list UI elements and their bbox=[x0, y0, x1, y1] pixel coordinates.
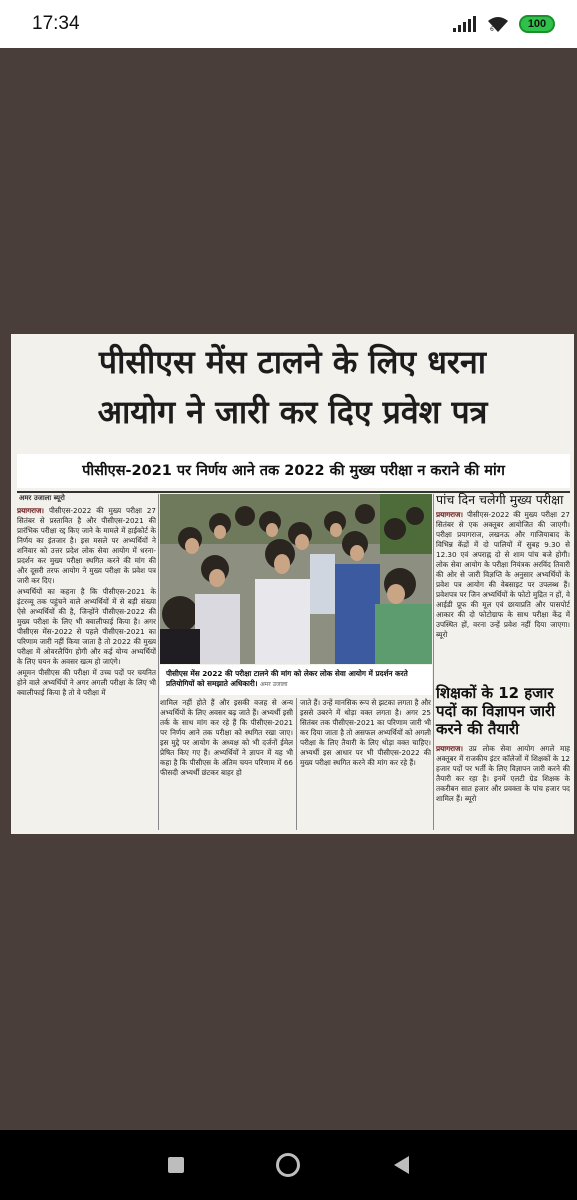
paragraph: पीसीएस-2022 की मुख्य परीक्षा 27 सितंबर से प्रस्तावित है और पीसीएस-2021 की प्रारंभिक परीक्षा रद्द किए जाने के मामले में हाईकोर्ट के निर्णय का इंतजार है। इस मसले पर अभ्यर्थियों ने शनिवार को उत्तर प्रदेश लोक सेवा आयोग में धरना-प्रदर्शन कर मुख्य परीक्षा स्थगित करने की मांग की और दूसरी तरफ आयोग ने मुख्य परीक्षा के प्रवेश पत्र जारी कर दिए। bbox=[17, 506, 156, 585]
recents-button[interactable] bbox=[156, 1145, 196, 1185]
article-column-2 bbox=[160, 698, 293, 831]
caption-text: पीसीएस मेंस 2022 की परीक्षा टालने की मांग को लेकर लोक सेवा आयोग में प्रदर्शन करते प्रतियोगियों को समझाते अधिकारी। bbox=[166, 669, 408, 688]
wifi-icon bbox=[487, 16, 509, 33]
home-button[interactable] bbox=[268, 1145, 308, 1185]
photo-credit: अमर उजाला bbox=[260, 681, 288, 688]
headline-line-2: आयोग ने जारी कर दिए प्रवेश पत्र bbox=[97, 393, 488, 431]
protest-photo bbox=[160, 494, 432, 664]
side-story-1 bbox=[436, 510, 570, 680]
dateline: प्रयागराज। bbox=[436, 744, 464, 753]
paragraph: शामिल नहीं होते हैं और इसकी वजह से अन्य अभ्यर्थियों के लिए अवसर बढ़ जाते हैं। अभ्यर्थी इसी तर्क के साथ मांग कर रहे हैं कि पीसीएस-2021 पर निर्णय आने तक परीक्षा को स्थगित रखा जाए। इस मुद्दे पर आयोग के अध्यक्ष को भी दर्जनों ईमेल प्रेषित किए गए हैं। अभ्यर्थियों ने ज्ञापन में यह भी कहा है कि पीसीएस के अंतिम चयन परिणाम में 66 फीसदी अभ्यर्थी छंटकर बाहर हो bbox=[160, 698, 293, 777]
paragraph: अभ्यर्थियों का कहना है कि पीसीएस-2021 के इंटरव्यू तक पहुंचने वाले अभ्यर्थियों में से बड़ी संख्या ऐसे अभ्यर्थियों की है, जिन्होंने पीसीएस-2022 की मुख्य परीक्षा के लिए भी क्वालीफाई किया है। अगर पीसीएस मेंस-2022 से पहले पीसीएस-2021 का परिणाम जारी नहीं किया जाता है तो 2022 की मुख्य परीक्षा में ओवरलैपिंग होगी और कई योग्य अभ्यर्थियों के लिए चयन के अवसर खत्म हो जाएंगे। bbox=[17, 587, 156, 666]
side-story-1-title: पांच दिन चलेगी मुख्य परीक्षा bbox=[436, 492, 564, 507]
byline: अमर उजाला ब्यूरो bbox=[19, 494, 65, 502]
headline-line-1: पीसीएस मेंस टालने के लिए धरना bbox=[98, 343, 487, 381]
column-divider bbox=[158, 494, 159, 830]
dateline: प्रयागराज। bbox=[436, 510, 464, 519]
battery-icon: 100 bbox=[519, 15, 555, 33]
navigation-bar bbox=[0, 1130, 577, 1200]
column-divider bbox=[296, 698, 297, 830]
back-triangle-icon bbox=[392, 1155, 410, 1175]
article-column-3 bbox=[300, 698, 431, 831]
dateline: प्रयागराज। bbox=[17, 506, 45, 515]
recents-square-icon bbox=[167, 1156, 185, 1174]
newspaper-clipping[interactable] bbox=[11, 334, 574, 834]
crowd-image bbox=[160, 494, 432, 664]
article-column-1 bbox=[17, 506, 156, 831]
paragraph: जाते हैं। उन्हें मानसिक रूप से झटका लगता है और इससे उबरने में थोड़ा वक्त लगता है। अगर 25 सितंबर तक पीसीएस-2021 का परिणाम जारी भी कर दिया जाता है तो असफल अभ्यर्थियों को अगली परीक्षा के लिए तैयारी के लिए थोड़ा वक्त चाहिए। अभ्यर्थी इस आधार पर भी पीसीएस-2022 की मुख्य परीक्षा स्थगित करने की मांग कर रहे हैं। bbox=[300, 698, 431, 767]
status-icons bbox=[453, 15, 555, 33]
home-circle-icon bbox=[275, 1152, 301, 1178]
photo-caption bbox=[160, 665, 432, 695]
paragraph: पीसीएस-2022 की मुख्य परीक्षा 27 सितंबर से एक अक्तूबर आयोजित की जाएगी। परीक्षा प्रयागराज, लखनऊ और गाजियाबाद के विभिन्न केंद्रों में दो पालियों में सुबह 9.30 से 12.30 एवं अपराह्न दो से शाम पांच बजे होगी। लोक सेवा आयोग के परीक्षा नियंत्रक अरविंद तिवारी की ओर से जारी विज्ञप्ति के अनुसार अभ्यर्थियों के प्रवेश पत्र आयोग की वेबसाइट पर उपलब्ध हैं। प्रवेशपत्र पर जिन अभ्यर्थियों के फोटो मुद्रित न हों, वे आईडी प्रूफ की मूल एवं छायाप्रति और पासपोर्ट आकार की दो फोटोग्राफ के साथ परीक्षा केंद्र में उपस्थित हों, वरना उन्हें प्रवेश नहीं दिया जाएगा। ब्यूरो bbox=[436, 510, 570, 639]
paragraph: उप्र लोक सेवा आयोग अगले माह अक्तूबर में राजकीय इंटर कॉलेजों में शिक्षकों के 12 हजार पदों पर भर्ती के लिए विज्ञापन जारी करने की तैयारी कर रहा है। इनमें एलटी ग्रेड शिक्षक के तकरीबन सात हजार और प्रवक्ता के पांच हजार पद शामिल हैं। ब्यूरो bbox=[436, 744, 570, 803]
status-bar bbox=[0, 0, 577, 48]
side-story-2 bbox=[436, 744, 570, 832]
paragraph: अमूमन पीसीएस की परीक्षा में उच्च पदों पर चयनित होने वाले अभ्यर्थियों ने अगर अगली परीक्षा के लिए भी क्वालीफाई किया है तो वे परीक्षा में bbox=[17, 668, 156, 697]
column-divider bbox=[433, 494, 434, 830]
signal-icon bbox=[453, 16, 477, 32]
side-story-2-title: शिक्षकों के 12 हजार पदों का विज्ञापन जारी करने की तैयारी bbox=[436, 684, 556, 738]
svg-text:6: 6 bbox=[490, 25, 494, 33]
back-button[interactable] bbox=[381, 1145, 421, 1185]
subheadline: पीसीएस-2021 पर निर्णय आने तक 2022 की मुख्य परीक्षा न कराने की मांग bbox=[17, 454, 570, 488]
status-time: 17:34 bbox=[32, 13, 80, 34]
